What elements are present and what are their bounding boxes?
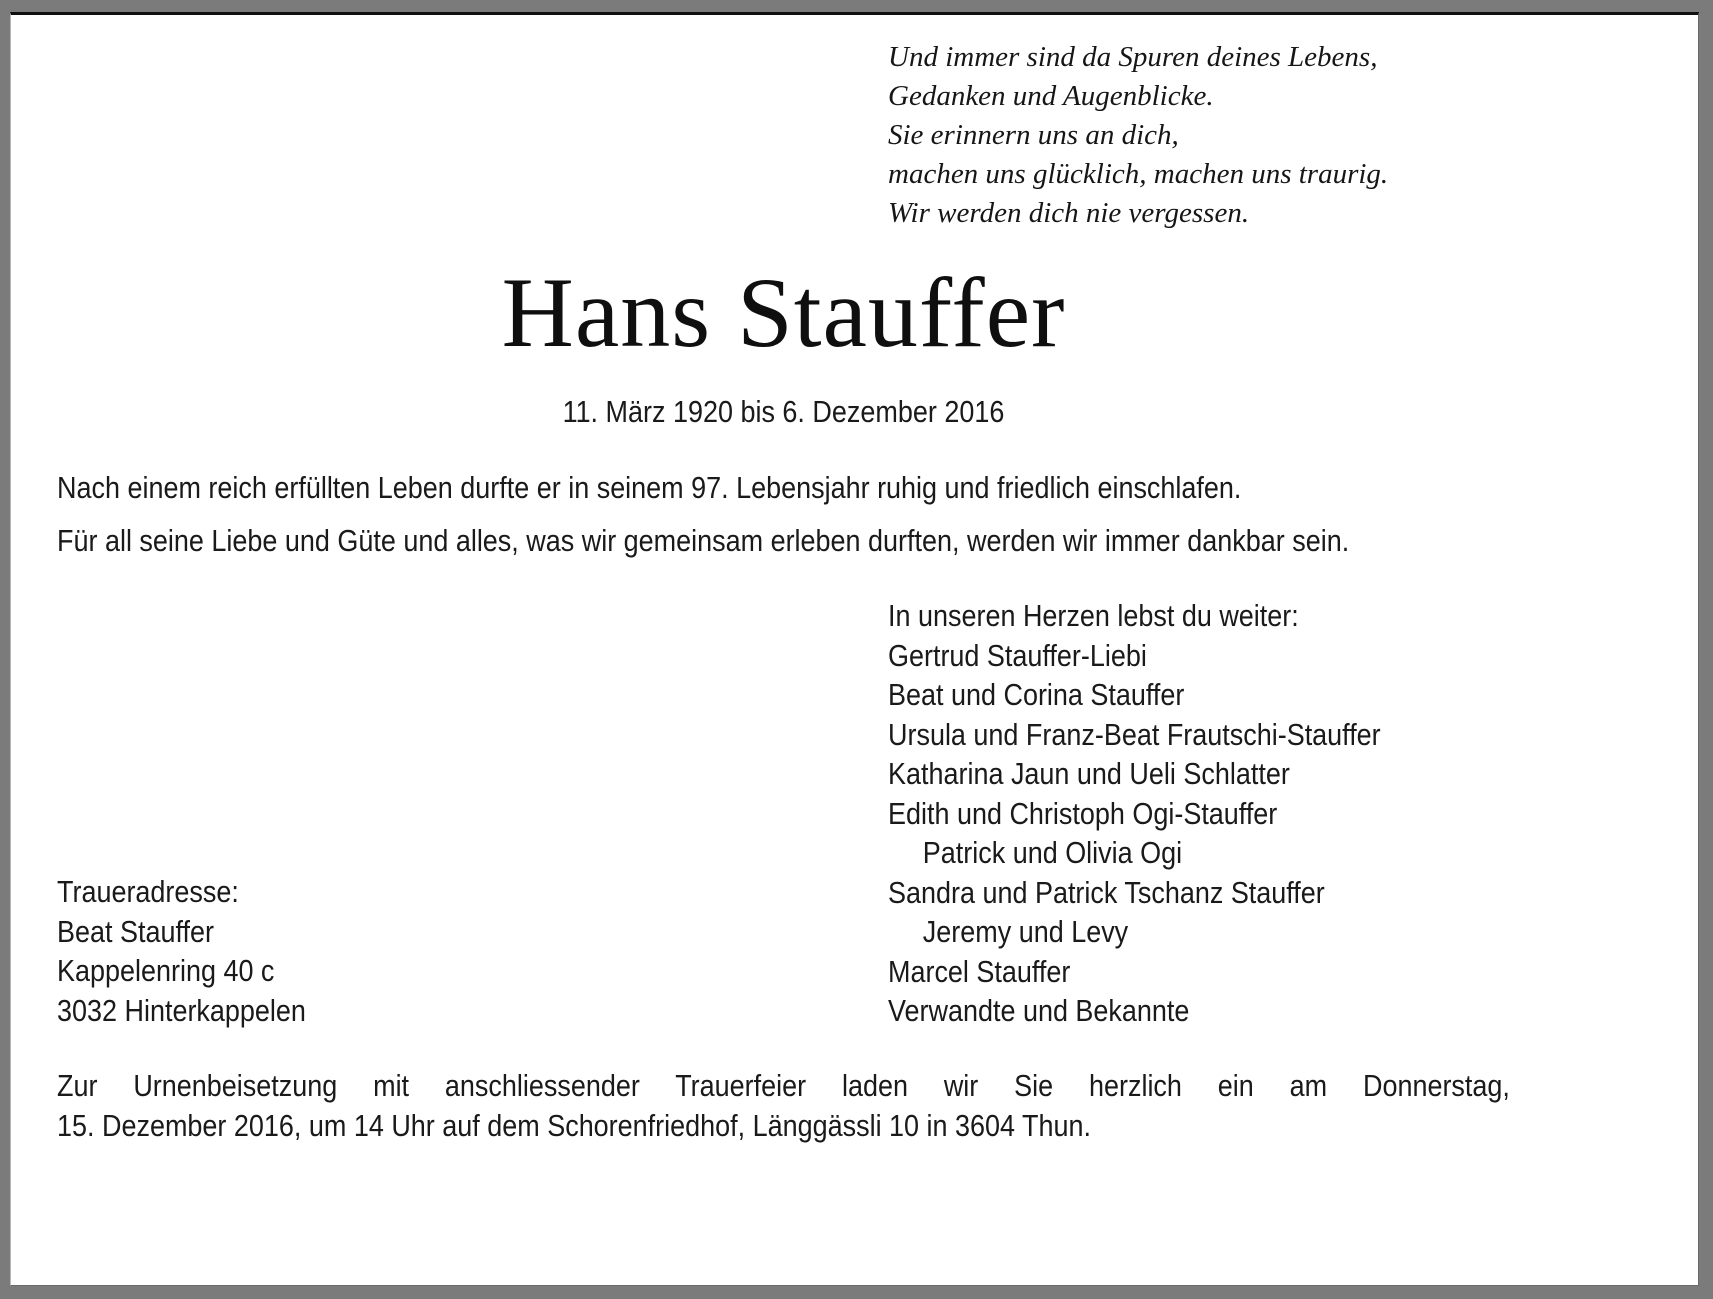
mourner-row: Ursula und Franz-Beat Frautschi-Stauffer [888, 716, 1381, 752]
address-line: Kappelenring 40 c [57, 953, 275, 988]
memorial-poem [888, 38, 1388, 233]
poem-line: Gedanken und Augenblicke. [888, 80, 1214, 112]
funeral-line: Zur Urnenbeisetzung mit anschliessender Trauerfeier laden wir Sie herzlich ein am Donnerstag, [57, 1068, 1510, 1103]
funeral-announcement [57, 1066, 1510, 1145]
life-dates: 11. März 1920 bis 6. Dezember 2016 [562, 394, 1005, 429]
obituary-paragraph-2: Für all seine Liebe und Güte und alles, was wir gemeinsam erleben durften, werden wir immer dankbar sein. [57, 523, 1350, 558]
mourner-row: Gertrud Stauffer-Liebi [888, 637, 1147, 673]
mourners-list [888, 596, 1381, 1031]
mourning-address [57, 872, 306, 1030]
address-line: Beat Stauffer [57, 913, 214, 949]
address-line: 3032 Hinterkappelen [57, 992, 306, 1028]
poem-line: Wir werden dich nie vergessen. [888, 197, 1250, 229]
mourner-row: Sandra und Patrick Tschanz Stauffer [888, 874, 1325, 910]
deceased-name: Hans Stauffer [501, 257, 1066, 368]
funeral-line: 15. Dezember 2016, um 14 Uhr auf dem Schorenfriedhof, Länggässli 10 in 3604 Thun. [57, 1107, 1092, 1143]
poem-line: machen uns glücklich, machen uns traurig. [888, 158, 1389, 190]
mourners-intro: In unseren Herzen lebst du weiter: [888, 598, 1299, 633]
obituary-paragraph-1: Nach einem reich erfüllten Leben durfte er in seinem 97. Lebensjahr ruhig und friedlich einschlafen. [57, 470, 1242, 505]
mourner-row: Katharina Jaun und Ueli Schlatter [888, 756, 1290, 791]
mourning-address-label: Traueradresse: [57, 874, 239, 909]
poem-line: Sie erinnern uns an dich, [888, 119, 1179, 151]
mourner-row: Verwandte und Bekannte [888, 993, 1190, 1028]
mourner-row: Jeremy und Levy [922, 914, 1129, 949]
mourner-row: Beat und Corina Stauffer [888, 677, 1185, 712]
mourner-row: Patrick und Olivia Ogi [922, 835, 1183, 870]
mourner-row: Marcel Stauffer [888, 953, 1071, 989]
poem-line: Und immer sind da Spuren deines Lebens, [888, 41, 1378, 73]
mourner-row: Edith und Christoph Ogi-Stauffer [888, 795, 1278, 831]
